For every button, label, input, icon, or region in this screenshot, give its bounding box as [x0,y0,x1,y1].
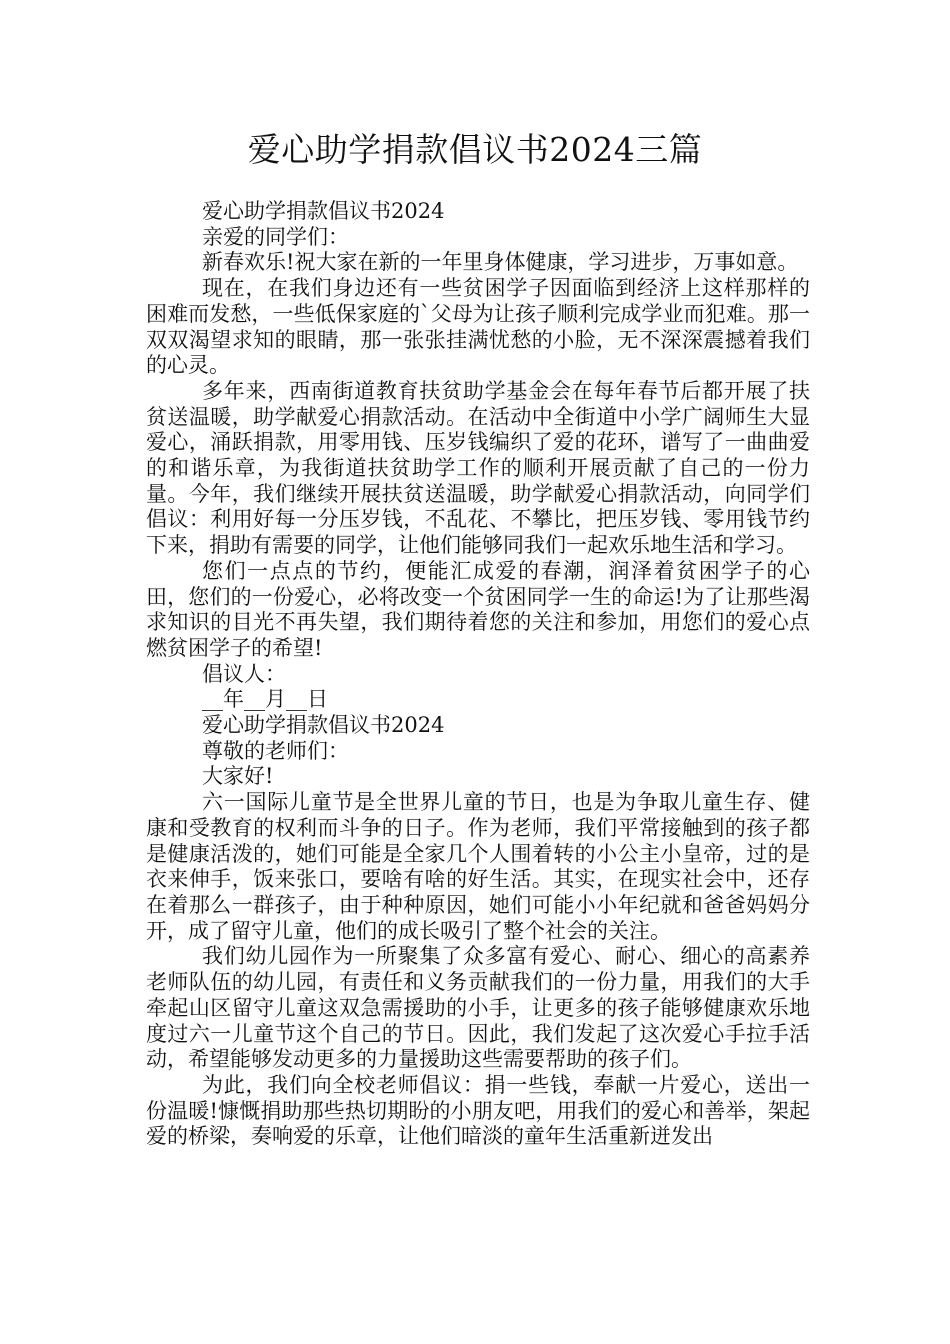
paragraph-greeting-teachers: 尊敬的老师们： [202,738,349,763]
paragraph-date: __年__月__日 [202,687,328,712]
paragraph-foundation-activity: 多年来，西南街道教育扶贫助学基金会在每年春节后都开展了扶贫送温暖，助学献爱心捐款活动。在活动中全街道中小学广阔师生大显爱心，涌跃捐款，用零用钱、压岁钱编织了爱的花环，谱写了一曲曲爱的和谐乐章，为我街道扶贫助学工作的顺利开展贡献了自己的一份力量。今年，我们继续开展扶贫送温暖，助学献爱心捐款活动，向同学们倡议：利用好每一分压岁钱，不乱花、不攀比，把压岁钱、零用钱节约下来，捐助有需要的同学，让他们能够同我们一起欢乐地生活和学习。 [146,378,810,558]
paragraph-childrens-day: 六一国际儿童节是全世界儿童的节日，也是为争取儿童生存、健康和受教育的权利而斗争的日子。作为老师，我们平常接触到的孩子都是健康活泼的，她们可能是全家几个人围着转的小公主小皇帝，过的是衣来伸手，饭来张口，要啥有啥的好生活。其实，在现实社会中，还存在着那么一群孩子，由于种种原因，她们可能小小年纪就和爸爸妈妈分开，成了留守儿童，他们的成长吸引了整个社会的关注。 [146,790,810,943]
paragraph-call-to-action: 您们一点点的节约，便能汇成爱的春潮，润泽着贫困学子的心田，您们的一份爱心，必将改变一个贫困同学一生的命运!为了让那些渴求知识的目光不再失望，我们期待着您的关注和参加，用您们的爱心点燃贫困学子的希望! [146,558,810,660]
paragraph-proposal: 为此，我们向全校老师倡议：捐一些钱，奉献一片爱心，送出一份温暖!慷慨捐助那些热切期盼的小朋友吧，用我们的爱心和善举，架起爱的桥梁，奏响爱的乐章，让他们暗淡的童年生活重新迸发出 [146,1072,810,1149]
paragraph-hello: 大家好! [202,764,274,789]
paragraph-subtitle-1: 爱心助学捐款倡议书2024 [202,199,445,223]
paragraph-subtitle-2: 爱心助学捐款倡议书2024 [202,713,445,738]
paragraph-initiator: 倡议人： [202,661,286,686]
paragraph-poverty-situation: 现在，在我们身边还有一些贫困学子因面临到经济上这样那样的困难而发愁，一些低保家庭的`父母为让孩子顺利完成学业而犯难。那一双双渴望求知的眼睛，那一张张挂满忧愁的小脸，无不深深震撼着我们的心灵。 [146,276,810,378]
paragraph-greeting-students: 亲爱的同学们： [202,224,349,249]
paragraph-new-year-wishes: 新春欢乐!祝大家在新的一年里身体健康，学习进步，万事如意。 [202,250,799,275]
paragraph-kindergarten: 我们幼儿园作为一所聚集了众多富有爱心、耐心、细心的高素养老师队伍的幼儿园，有责任和义务贡献我们的一份力量，用我们的大手牵起山区留守儿童这双急需援助的小手，让更多的孩子能够健康欢乐地度过六一儿童节这个自己的节日。因此，我们发起了这次爱心手拉手活动，希望能够发动更多的力量援助这些需要帮助的孩子们。 [146,944,810,1072]
document-body [146,199,810,1150]
document-title: 爱心助学捐款倡议书2024三篇 [247,130,703,169]
